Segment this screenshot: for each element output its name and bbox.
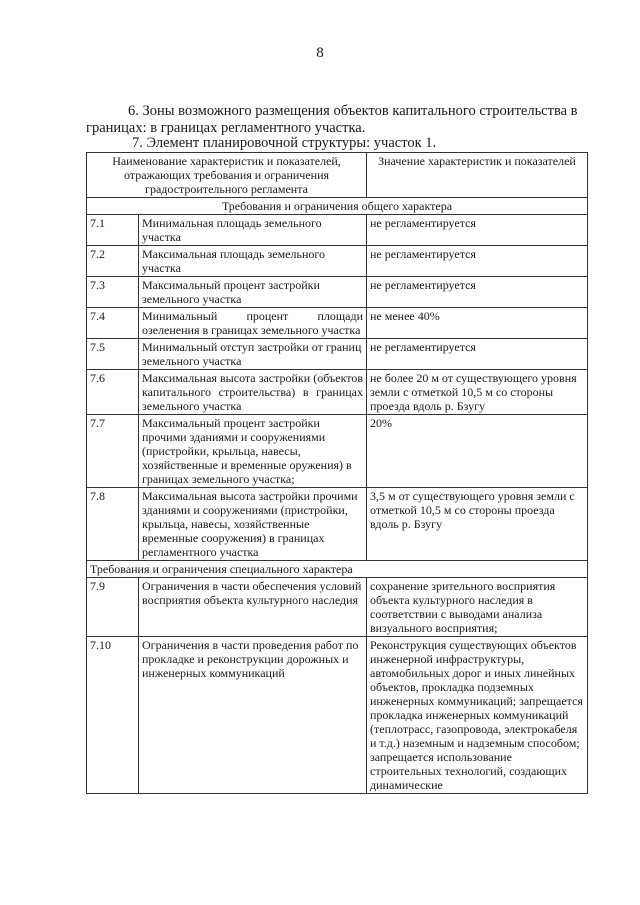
row-name: Максимальная высота застройки прочими зданиями и сооружениями (пристройки, крыльца, навесы, хозяйственные временные сооружения) в границах регламентного участка xyxy=(139,488,367,561)
row-name: Максимальная высота застройки (объектов капитального строительства) в границах земельного участка xyxy=(139,370,367,415)
row-name: Минимальный отступ застройки от границ земельного участка xyxy=(139,339,367,370)
table-row xyxy=(87,488,588,561)
row-value: не регламентируется xyxy=(367,215,588,246)
section-special-title: Требования и ограничения специального характера xyxy=(87,561,588,578)
row-value: 20% xyxy=(367,415,588,488)
table-row xyxy=(87,578,588,637)
row-value: не регламентируется xyxy=(367,277,588,308)
row-value: не более 20 м от существующего уровня земли с отметкой 10,5 м со стороны проезда вдоль р. Бзугу xyxy=(367,370,588,415)
row-name: Максимальная площадь земельного участка xyxy=(139,246,367,277)
paragraph-6 xyxy=(86,103,604,137)
table-row xyxy=(87,370,588,415)
row-name: Минимальная площадь земельного участка xyxy=(139,215,367,246)
page-number: 8 xyxy=(316,45,324,61)
row-number: 7.8 xyxy=(87,488,139,561)
row-value: 3,5 м от существующего уровня земли с отметкой 10,5 м со стороны проезда вдоль р. Бзугу xyxy=(367,488,588,561)
row-value: не регламентируется xyxy=(367,246,588,277)
paragraph-6-line1: 6. Зоны возможного размещения объектов капитального строительства в xyxy=(128,103,578,119)
section-general-row xyxy=(87,198,588,215)
row-number: 7.10 xyxy=(87,637,139,794)
section-general-title: Требования и ограничения общего характера xyxy=(87,198,588,215)
header-name-cell: Наименование характеристик и показателей, отражающих требования и ограничения градостроительного регламента xyxy=(87,153,367,198)
row-name: Максимальный процент застройки прочими зданиями и сооружениями (пристройки, крыльца, навесы, хозяйственные и временные оружения) в границах земельного участка; xyxy=(139,415,367,488)
row-number: 7.3 xyxy=(87,277,139,308)
row-name: Минимальный процент площади озеленения в границах земельного участка xyxy=(139,308,367,339)
row-value: не регламентируется xyxy=(367,339,588,370)
row-name: Ограничения в части проведения работ по прокладке и реконструкции дорожных и инженерных коммуникаций xyxy=(139,637,367,794)
row-number: 7.5 xyxy=(87,339,139,370)
table-row xyxy=(87,246,588,277)
table-row xyxy=(87,339,588,370)
row-name: Ограничения в части обеспечения условий восприятия объекта культурного наследия xyxy=(139,578,367,637)
paragraph-6-line2: границах: в границах регламентного участка. xyxy=(86,120,366,136)
header-value-cell: Значение характеристик и показателей xyxy=(367,153,588,198)
table-row xyxy=(87,637,588,794)
regulation-table xyxy=(86,152,588,794)
table-row xyxy=(87,415,588,488)
row-value: не менее 40% xyxy=(367,308,588,339)
row-number: 7.1 xyxy=(87,215,139,246)
table-row xyxy=(87,277,588,308)
table-row xyxy=(87,215,588,246)
section-special-row xyxy=(87,561,588,578)
row-number: 7.7 xyxy=(87,415,139,488)
paragraph-7: 7. Элемент планировочной структуры: участок 1. xyxy=(132,135,437,151)
row-value: сохранение зрительного восприятия объекта культурного наследия в соответствии с выводами анализа визуального восприятия; xyxy=(367,578,588,637)
row-number: 7.2 xyxy=(87,246,139,277)
row-value: Реконструкция существующих объектов инженерной инфраструктуры, автомобильных дорог и иных линейных объектов, прокладка подземных инженерных коммуникаций; запрещается прокладка инженерных коммуникаций (теплотрасс, газопровода, электрокабеля и т.д.) наземным и надземным способом; запрещается использование строительных технологий, создающих динамические xyxy=(367,637,588,794)
table-header-row xyxy=(87,153,588,198)
row-name: Максимальный процент застройки земельного участка xyxy=(139,277,367,308)
table-row xyxy=(87,308,588,339)
row-number: 7.4 xyxy=(87,308,139,339)
row-number: 7.6 xyxy=(87,370,139,415)
row-number: 7.9 xyxy=(87,578,139,637)
